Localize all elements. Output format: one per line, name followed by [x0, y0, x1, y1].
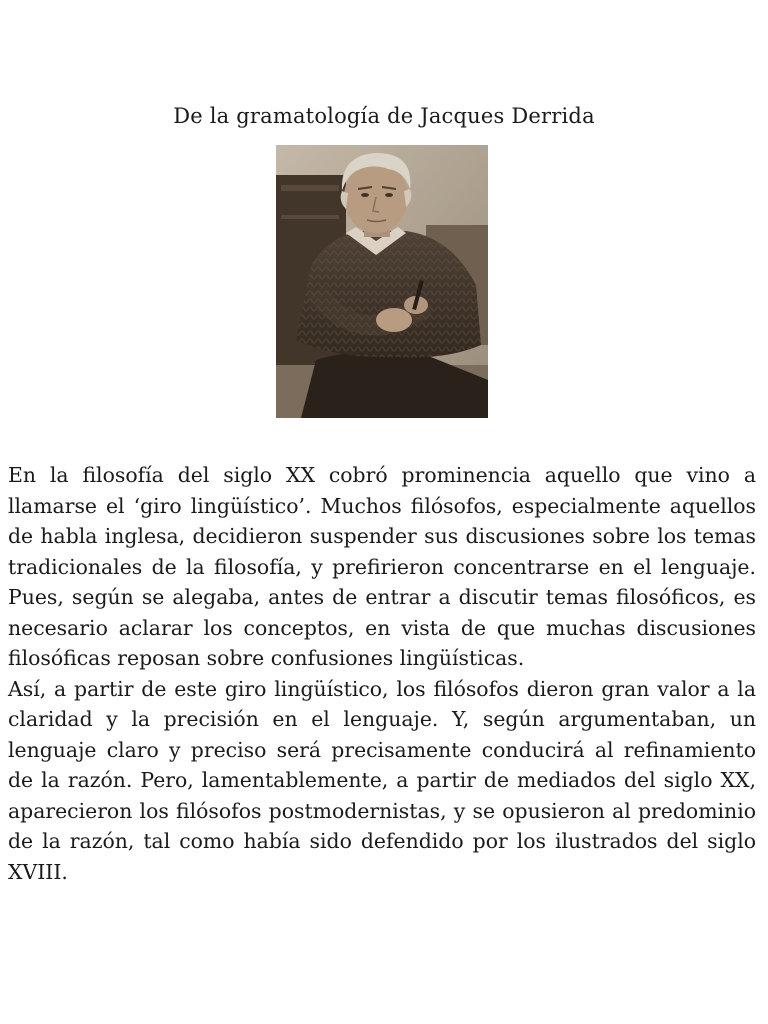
paragraph-1: En la filosofía del siglo XX cobró prominencia aquello que vino a llamarse el ‘giro lingüístico’. Muchos filósofos, especialmente aquellos de habla inglesa, decidieron suspender sus discusiones sobre los temas tradicionales de la filosofía, y prefirieron concentrarse en el lenguaje. Pues, según se alegaba, antes de entrar a discutir temas filosóficos, es necesario aclarar los conceptos, en vista de que muchas discusiones filosóficas reposan sobre confusiones lingüísticas.: [8, 463, 756, 670]
paragraph-2: Así, a partir de este giro lingüístico, los filósofos dieron gran valor a la claridad y la precisión en el lenguaje. Y, según argumentaban, un lenguaje claro y preciso será precisamente conducirá al refinamiento de la razón. Pero, lamentablemente, a partir de mediados del siglo XX, aparecieron los filósofos postmodernistas, y se opusieron al predominio de la razón, tal como había sido defendido por los ilustrados del siglo XVIII.: [8, 676, 756, 884]
portrait-illustration: [276, 145, 488, 418]
document-title: De la gramatología de Jacques Derrida: [173, 104, 595, 128]
portrait-photo: [276, 145, 488, 418]
document-body: [8, 460, 756, 887]
